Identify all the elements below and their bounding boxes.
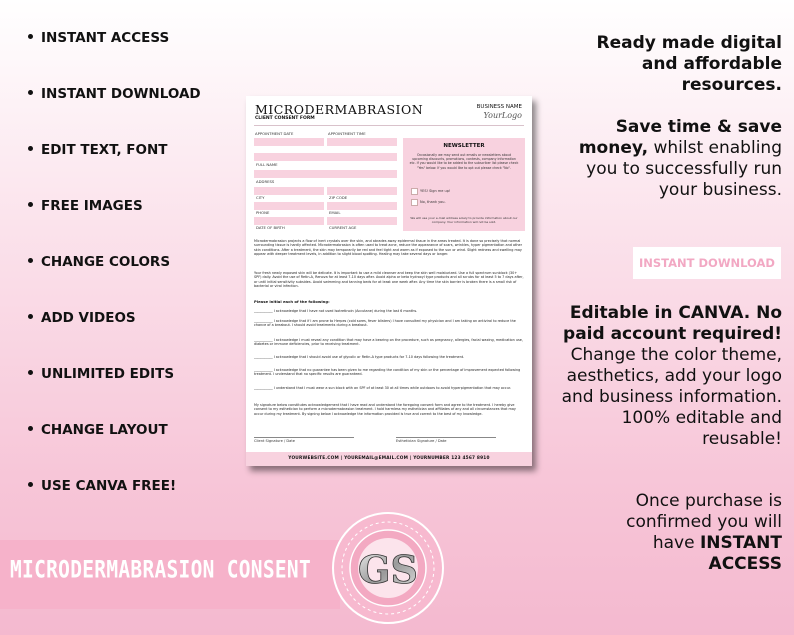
field-label: CITY: [256, 195, 265, 200]
field-label: ADDRESS: [256, 179, 275, 184]
bullet-icon: [28, 426, 33, 431]
phone-field[interactable]: [254, 202, 324, 210]
initial-item: ___________ I understand that I must wear a sun block with an SPF of at least 30 at all times while outdoors to avoid hyperpigmentation that may occur.: [254, 386, 512, 390]
yes-label: YES! Sign me up!: [420, 189, 451, 193]
bullet-icon: [28, 146, 33, 151]
paragraph-intro: Microdermabrasion projects a flow of inert crystals over the skin, and abrades away epidermal tissue in the areas treated. It is done so precisely that normal surrounding tissue is hardly affected. Microdermabrasion is often used to treat acne, reduce the appearance of scars, wrinkles, hyper pigmentation and other skin conditions. After a treatment, the skin may temporarily be red and feel tight and warm as if exposed to the sun or wind. Slight redness and swelling may appear with deeper treatment levels, in addition to slight blood spotting. Healing may take several days or longer.: [254, 239, 522, 256]
feature-item: INSTANT DOWNLOAD: [28, 86, 201, 102]
field-label: CURRENT AGE: [329, 225, 357, 230]
city-field[interactable]: [254, 187, 324, 195]
paragraph-aftercare: Your fresh newly exposed skin will be delicate. It is important to use a mild cleanser and keep the skin well moisturized. Use a full spectrum sunblock (30+ SPF) daily. Avoid the use of Retin-A, Renova for at least 7-10 days after. Avoid alpha or beta hydroxyl type products and all scrubs for at least 5 to 7 days after, or until initial sensitivity subsides. Avoid swimming and tanning beds for at least one week after. Any time the skin barrier is broken there is a small risk of bacterial or viral infection.: [254, 271, 524, 288]
esthetician-signature-label: Esthetician Signature / Date: [396, 439, 447, 443]
bullet-icon: [28, 202, 33, 207]
feature-item: EDIT TEXT, FONT: [28, 142, 168, 158]
field-label: APPOINTMENT TIME: [328, 131, 366, 136]
field-label: ZIP CODE: [329, 195, 348, 200]
feature-item: INSTANT ACCESS: [28, 30, 169, 46]
initial-item: ___________ I acknowledge I must reveal any condition that may have a bearing on the procedure, such as pregnancy, allergies, facial waxing, medication use, diabetes or immune deficiencies, prior to receiving treatment.: [254, 338, 523, 347]
field-label: EMAIL: [329, 210, 341, 215]
seal-monogram: GS: [358, 547, 418, 592]
date-of-birth-field[interactable]: [254, 217, 324, 225]
newsletter-box: [403, 138, 525, 231]
instant-download-button[interactable]: INSTANT DOWNLOAD: [633, 247, 781, 279]
bullet-icon: [28, 34, 33, 39]
appointment-time-field[interactable]: [327, 138, 397, 146]
address-field[interactable]: [254, 170, 397, 178]
newsletter-text: Occasionally we may send out emails or newsletters about upcoming discounts, promotions, contests, company information etc. If you would like to be added to the subscriber list please check "Yes" below. If you would like to opt out please check "No".: [409, 153, 519, 170]
promo-headline: Ready made digital and affordable resources.: [596, 33, 782, 95]
closing-paragraph: My signature below constitutes acknowledgement that I have read and understand the foregoing consent form and agree to the treatment. I hereby give consent to my esthetician to perform a microdermabrasion treatment. I hold harmless my esthetician and affiliates of any and all circumstances that may occur during my treatment. By signing below I acknowledge the information provided is true and correct to the best of my knowledge.: [254, 403, 516, 416]
bullet-icon: [28, 258, 33, 263]
client-signature-line[interactable]: [254, 437, 354, 438]
feature-item: USE CANVA FREE!: [28, 478, 176, 494]
current-age-field[interactable]: [327, 217, 397, 225]
feature-item: FREE IMAGES: [28, 198, 143, 214]
promo-save-time: Save time & save money, whilst enabling you to successfully run your business.: [578, 117, 782, 200]
yes-checkbox[interactable]: [411, 188, 418, 195]
initial-item: ___________ I acknowledge that I have not used Isotretinoin (Accutane) during the last 6 months.: [254, 309, 418, 313]
bullet-icon: [28, 482, 33, 487]
email-field[interactable]: [327, 202, 397, 210]
form-footer: YOURWEBSITE.COM | YOUREMAIL@EMAIL.COM | YOURNUMBER 123 4567 8910: [246, 452, 532, 466]
business-name: BUSINESS NAME: [476, 104, 522, 110]
consent-form-preview: [246, 96, 532, 466]
no-label: No, thank you.: [420, 200, 446, 204]
client-signature-label: Client Signature / Date: [254, 439, 295, 443]
newsletter-title: NEWSLETTER: [443, 143, 485, 149]
newsletter-footer: We will use your e-mail address solely to provide information about our company. Your information will not be sold.: [410, 216, 518, 224]
feature-item: UNLIMITED EDITS: [28, 366, 174, 382]
logo-placeholder: YourLogo: [483, 111, 522, 120]
form-subtitle: CLIENT CONSENT FORM: [255, 116, 315, 121]
feature-item: CHANGE COLORS: [28, 254, 170, 270]
header-divider: [254, 125, 524, 126]
field-label: DATE OF BIRTH: [256, 225, 285, 230]
banner-title: MICRODERMABRASION CONSENT: [10, 555, 311, 584]
form-title: MICRODERMABRASION: [255, 102, 424, 117]
initial-item: ___________ I acknowledge that if I am prone to Herpes (cold sores, fever blisters) I have consulted my physician and I am taking an antiviral to reduce the chance of a breakout. I should avoid treatments during a breakout.: [254, 319, 516, 328]
appointment-date-field[interactable]: [254, 138, 324, 146]
no-checkbox[interactable]: [411, 199, 418, 206]
zip-code-field[interactable]: [327, 187, 397, 195]
full-name-field[interactable]: [254, 153, 397, 161]
field-label: APPOINTMENT DATE: [255, 131, 294, 136]
bullet-icon: [28, 370, 33, 375]
initial-item: ___________ I acknowledge that I should avoid use of glycolic or Retin-A type products for 7-10 days following the treatment.: [254, 355, 465, 359]
promo-canva: Editable in CANVA. No paid account required! Change the color theme, aesthetics, add your logo and business information. 100% editable and reusable!: [561, 303, 782, 449]
bullet-icon: [28, 314, 33, 319]
field-label: PHONE: [256, 210, 270, 215]
field-label: FULL NAME: [256, 162, 278, 167]
initials-heading: Please initial each of the following:: [254, 299, 330, 304]
bullet-icon: [28, 90, 33, 95]
esthetician-signature-line[interactable]: [396, 437, 496, 438]
promo-instant-access: Once purchase is confirmed you will have INSTANT ACCESS: [626, 491, 782, 574]
feature-item: ADD VIDEOS: [28, 310, 136, 326]
initial-item: ___________ I acknowledge that no guarantee has been given to me regarding the condition of my skin or the percentage of improvement expected following treatment. I understand that no specific results are guaranteed.: [254, 368, 521, 377]
brand-seal-logo: [330, 510, 446, 626]
feature-item: CHANGE LAYOUT: [28, 422, 168, 438]
